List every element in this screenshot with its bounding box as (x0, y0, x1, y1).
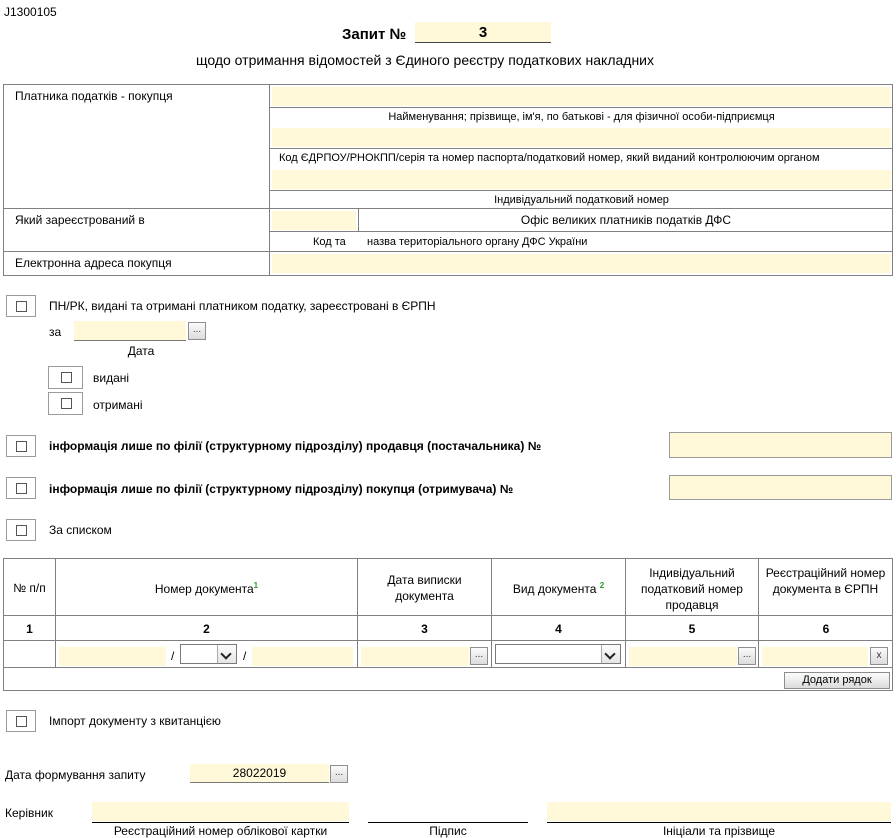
chevron-down-icon (601, 645, 620, 663)
office-name-caption: назва територіального органу ДФС України (367, 236, 588, 248)
buyer-code-caption: Код ЄДРПОУ/РНОКПП/серія та номер паспорта/податковий номер, який виданий контролюючим органом (279, 152, 820, 164)
request-date-picker-button[interactable]: ... (330, 765, 348, 783)
head-label: Керівник (5, 806, 53, 820)
by-list-label: За списком (49, 523, 112, 537)
doc-date-field[interactable] (361, 647, 469, 666)
email-field[interactable] (272, 254, 891, 273)
head-name-field[interactable] (547, 802, 891, 821)
seller-branch-field[interactable] (669, 432, 892, 458)
page-subtitle: щодо отримання відомостей з Єдиного реєстру податкових накладних (196, 52, 655, 68)
request-date-field[interactable]: 28022019 (190, 764, 329, 783)
form-code: J1300105 (4, 5, 57, 19)
card-number-field[interactable] (92, 802, 349, 821)
col-number-4: 4 (555, 622, 562, 636)
doc-number-branch-select[interactable] (180, 644, 237, 664)
buyer-label: Платника податків - покупця (15, 89, 173, 103)
col-header-reg-number: Реєстраційний номер документа в ЄРПН (765, 566, 886, 596)
signature-line (368, 822, 528, 823)
add-row-button[interactable]: Додати рядок (784, 672, 890, 689)
buyer-branch-checkbox[interactable] (6, 477, 36, 499)
chevron-down-icon (217, 645, 236, 663)
seller-branch-checkbox[interactable] (6, 435, 36, 457)
col-header-index: № п/п (13, 581, 46, 595)
buyer-branch-label: інформація лише по філії (структурному підрозділу) покупця (отримувача) № (49, 482, 514, 496)
head-name-caption: Ініціали та прізвище (662, 824, 776, 838)
doc-type-select[interactable] (495, 644, 621, 664)
office-code-caption: Код та (313, 236, 346, 248)
received-checkbox[interactable] (48, 392, 83, 415)
doc-date-picker-button[interactable]: ... (470, 647, 488, 665)
za-label: за (49, 325, 62, 339)
issued-label: видані (93, 371, 130, 385)
card-number-caption: Реєстраційний номер облікової картки (113, 824, 328, 838)
delete-row-button[interactable]: x (870, 647, 888, 665)
request-number-field[interactable]: 3 (415, 22, 551, 43)
office-name: Офіс великих платників податків ДФС (520, 213, 732, 227)
buyer-name-field[interactable] (272, 87, 891, 106)
import-checkbox[interactable] (6, 710, 36, 732)
registered-option-label: ПН/РК, видані та отримані платником податку, зареєстровані в ЄРПН (49, 299, 436, 313)
seller-branch-label: інформація лише по філії (структурному підрозділу) продавця (постачальника) № (49, 439, 542, 453)
buyer-ipn-caption: Індивідуальний податковий номер (494, 194, 669, 206)
buyer-ipn-field[interactable] (272, 170, 891, 189)
buyer-name-caption: Найменування; прізвище, ім'я, по батькові - для фізичної особи-підприємця (388, 111, 775, 123)
period-date-field[interactable] (74, 321, 186, 341)
col-number-5: 5 (688, 622, 696, 636)
doc-number-field[interactable] (59, 647, 166, 666)
reg-number-field[interactable] (762, 647, 868, 666)
col-header-doc-number: Номер документа$^1$ (154, 581, 259, 596)
request-date-label: Дата формування запиту (5, 768, 146, 782)
page-title: Запит № (342, 26, 407, 43)
date-caption: Дата (127, 344, 155, 358)
received-label: отримані (93, 398, 143, 412)
doc-number-suffix-field[interactable] (252, 647, 353, 666)
buyer-code-field[interactable] (272, 128, 891, 147)
col-number-2: 2 (203, 622, 210, 636)
col-number-1: 1 (26, 622, 33, 636)
col-header-seller-ipn: Індивідуальний податковий номер продавця (641, 566, 743, 612)
seller-ipn-field[interactable] (629, 647, 737, 666)
buyer-branch-field[interactable] (669, 475, 892, 500)
by-list-checkbox[interactable] (6, 519, 36, 541)
slash-2: / (243, 649, 247, 663)
date-picker-button[interactable]: ... (188, 322, 206, 340)
col-number-6: 6 (822, 622, 830, 636)
col-header-date: Дата виписки документа (387, 573, 462, 603)
seller-ipn-picker-button[interactable]: ... (738, 647, 756, 665)
registered-label: Який зареєстрований в (15, 213, 145, 227)
col-header-doc-type: Вид документа $^2$ (512, 581, 605, 596)
slash-1: / (171, 649, 175, 663)
office-code-field[interactable] (272, 211, 356, 230)
col-number-3: 3 (421, 622, 428, 636)
registered-checkbox[interactable] (6, 295, 36, 317)
email-label: Електронна адреса покупця (15, 256, 172, 270)
issued-checkbox[interactable] (48, 366, 83, 389)
import-label: Імпорт документу з квитанцією (49, 714, 221, 728)
signature-caption: Підпис (429, 824, 467, 838)
